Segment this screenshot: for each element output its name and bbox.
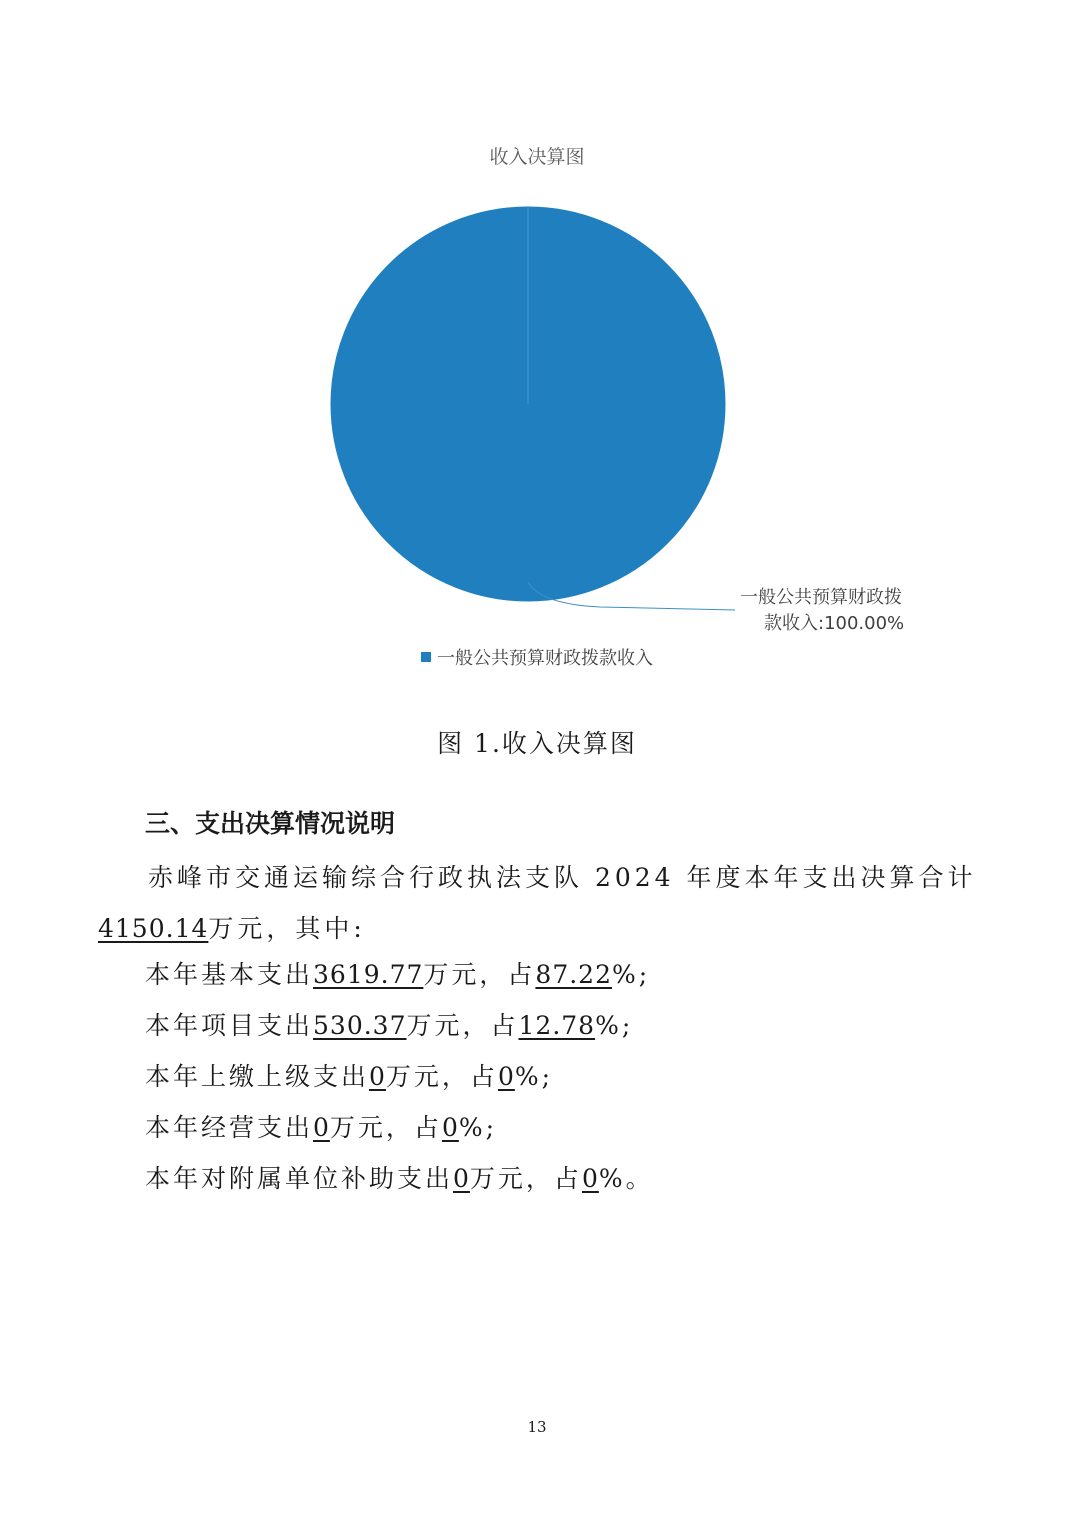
expense-mid-text: 万元，占 xyxy=(329,1113,442,1142)
data-label-line2: 款收入:100.00% xyxy=(764,613,905,634)
figure-caption: 图 1.收入决算图 xyxy=(437,729,637,758)
expense-percent: 0 xyxy=(441,1113,459,1142)
intro-text-part2: 万元，其中: xyxy=(208,914,366,943)
legend-swatch xyxy=(421,652,431,662)
expense-amount: 3619.77 xyxy=(313,960,424,989)
expense-label: 本年基本支出 xyxy=(145,960,314,989)
income-pie-chart xyxy=(0,0,1074,700)
expense-mid-text: 万元，占 xyxy=(469,1164,582,1193)
expense-end-text: %; xyxy=(514,1062,554,1091)
expense-end-text: %; xyxy=(612,960,651,989)
section-heading: 三、支出决算情况说明 xyxy=(145,809,396,838)
expense-percent: 12.78 xyxy=(518,1011,596,1040)
expense-label: 本年经营支出 xyxy=(145,1113,314,1142)
expense-amount: 0 xyxy=(313,1113,330,1142)
expense-line-operating xyxy=(145,1108,497,1144)
data-label-line1: 一般公共预算财政拨 xyxy=(740,587,902,608)
expense-label: 本年上缴上级支出 xyxy=(145,1062,370,1091)
chart-title: 收入决算图 xyxy=(489,146,585,168)
intro-paragraph xyxy=(98,852,988,954)
total-amount: 4150.14 xyxy=(98,914,209,943)
expense-line-subsidy xyxy=(145,1159,654,1195)
expense-end-text: %。 xyxy=(598,1164,654,1193)
expense-percent: 0 xyxy=(497,1062,515,1091)
expense-percent: 0 xyxy=(581,1164,599,1193)
intro-text-part1: 赤峰市交通运输综合行政执法支队 2024 年度本年支出决算合计 xyxy=(148,863,977,892)
chart-legend xyxy=(0,644,1074,670)
expense-end-text: %; xyxy=(458,1113,498,1142)
expense-line-remit xyxy=(145,1057,553,1093)
expense-mid-text: 万元，占 xyxy=(385,1062,498,1091)
page-number: 13 xyxy=(527,1418,547,1436)
expense-line-basic xyxy=(145,955,650,991)
expense-label: 本年项目支出 xyxy=(145,1011,314,1040)
expense-amount: 0 xyxy=(453,1164,470,1193)
expense-mid-text: 万元，占 xyxy=(406,1011,519,1040)
legend-entry-label: 一般公共预算财政拨款收入 xyxy=(437,648,653,669)
expense-amount: 530.37 xyxy=(313,1011,407,1040)
slice-data-label xyxy=(740,585,960,637)
expense-label: 本年对附属单位补助支出 xyxy=(145,1164,454,1193)
expense-percent: 87.22 xyxy=(535,960,612,989)
expense-line-project xyxy=(145,1006,633,1042)
expense-end-text: %; xyxy=(595,1011,634,1040)
expense-amount: 0 xyxy=(369,1062,386,1091)
expense-mid-text: 万元，占 xyxy=(423,960,536,989)
